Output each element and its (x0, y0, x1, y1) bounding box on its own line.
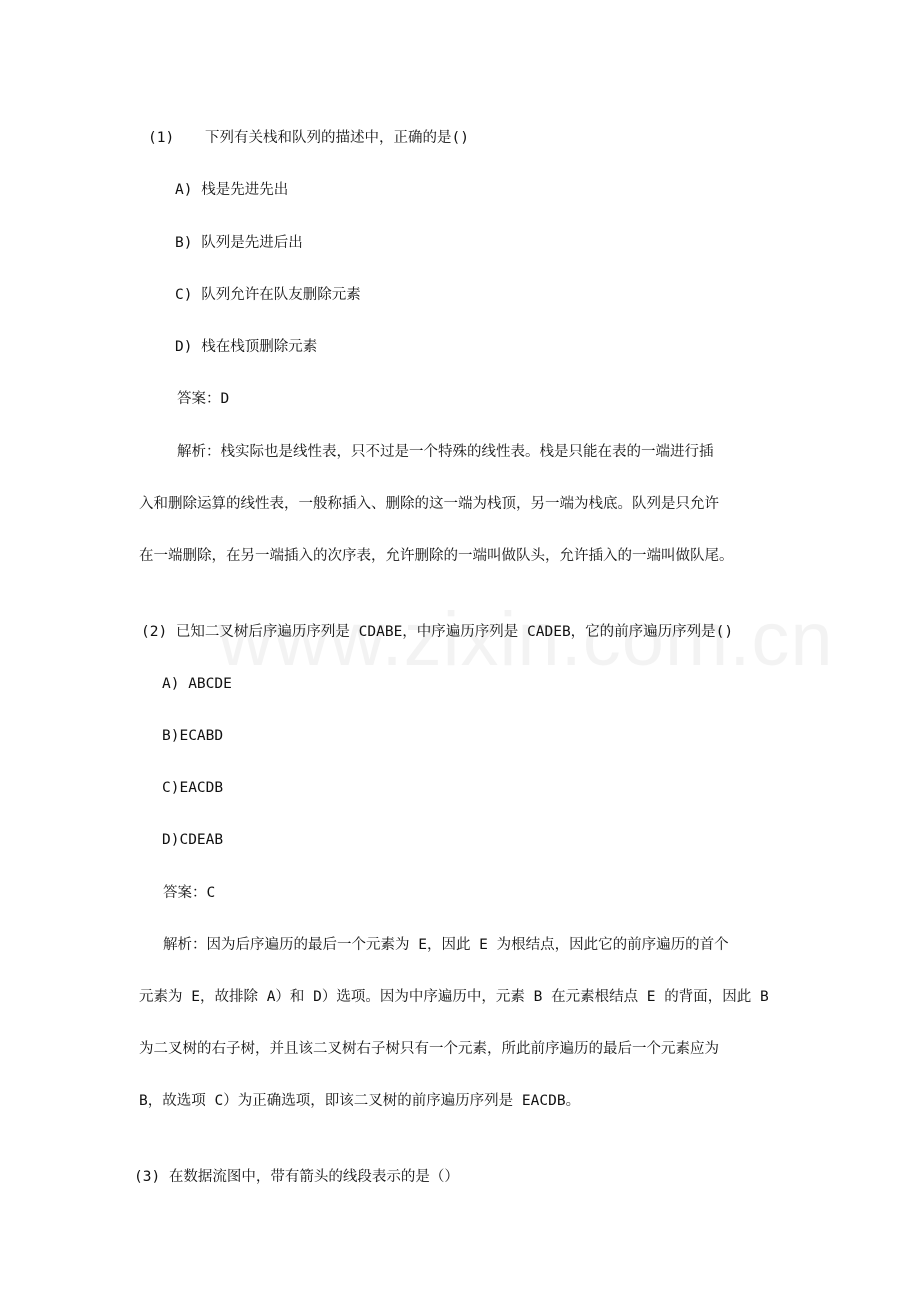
q2-answer: 答案：C (163, 885, 216, 901)
q1-option-b: B) 队列是先进后出 (175, 235, 303, 251)
q1-explanation-line3: 在一端删除，在另一端插入的次序表，允许删除的一端叫做队头，允许插入的一端叫做队尾。 (139, 548, 734, 564)
q1-option-c: C) 队列允许在队友删除元素 (175, 287, 361, 303)
q1-number: (1) (148, 130, 175, 146)
q1-option-a: A) 栈是先进先出 (175, 182, 289, 198)
q1-answer: 答案：D (177, 391, 230, 407)
q2-explanation-line2: 元素为 E，故排除 A）和 D）选项。因为中序遍历中，元素 B 在元素根结点 E 的背面，因此 B (139, 989, 769, 1005)
q1-explanation-line1: 解析：栈实际也是线性表，只不过是一个特殊的线性表。栈是只能在表的一端进行插 (177, 444, 714, 460)
q2-stem: (2) 已知二叉树后序遍历序列是 CDABE，中序遍历序列是 CADEB，它的前序遍历序列是() (141, 624, 734, 640)
q1-explanation-line2: 入和删除运算的线性表，一般称插入、删除的这一端为栈顶，另一端为栈底。队列是只允许 (139, 496, 719, 512)
q2-option-a: A) ABCDE (162, 676, 232, 692)
q2-explanation-line3: 为二叉树的右子树，并且该二叉树右子树只有一个元素，所此前序遍历的最后一个元素应为 (139, 1041, 719, 1057)
q1-stem: 下列有关栈和队列的描述中，正确的是() (205, 130, 469, 146)
q2-explanation-line4: B，故选项 C）为正确选项，即该二叉树的前序遍历序列是 EACDB。 (139, 1093, 581, 1109)
q3-stem: (3) 在数据流图中，带有箭头的线段表示的是（） (134, 1169, 459, 1185)
q2-option-d: D)CDEAB (162, 832, 224, 848)
q2-option-b: B)ECABD (162, 728, 224, 744)
q1-option-d: D) 栈在栈顶删除元素 (175, 339, 318, 355)
q2-option-c: C)EACDB (162, 780, 224, 796)
q2-explanation-line1: 解析：因为后序遍历的最后一个元素为 E，因此 E 为根结点，因此它的前序遍历的首个 (163, 937, 729, 953)
